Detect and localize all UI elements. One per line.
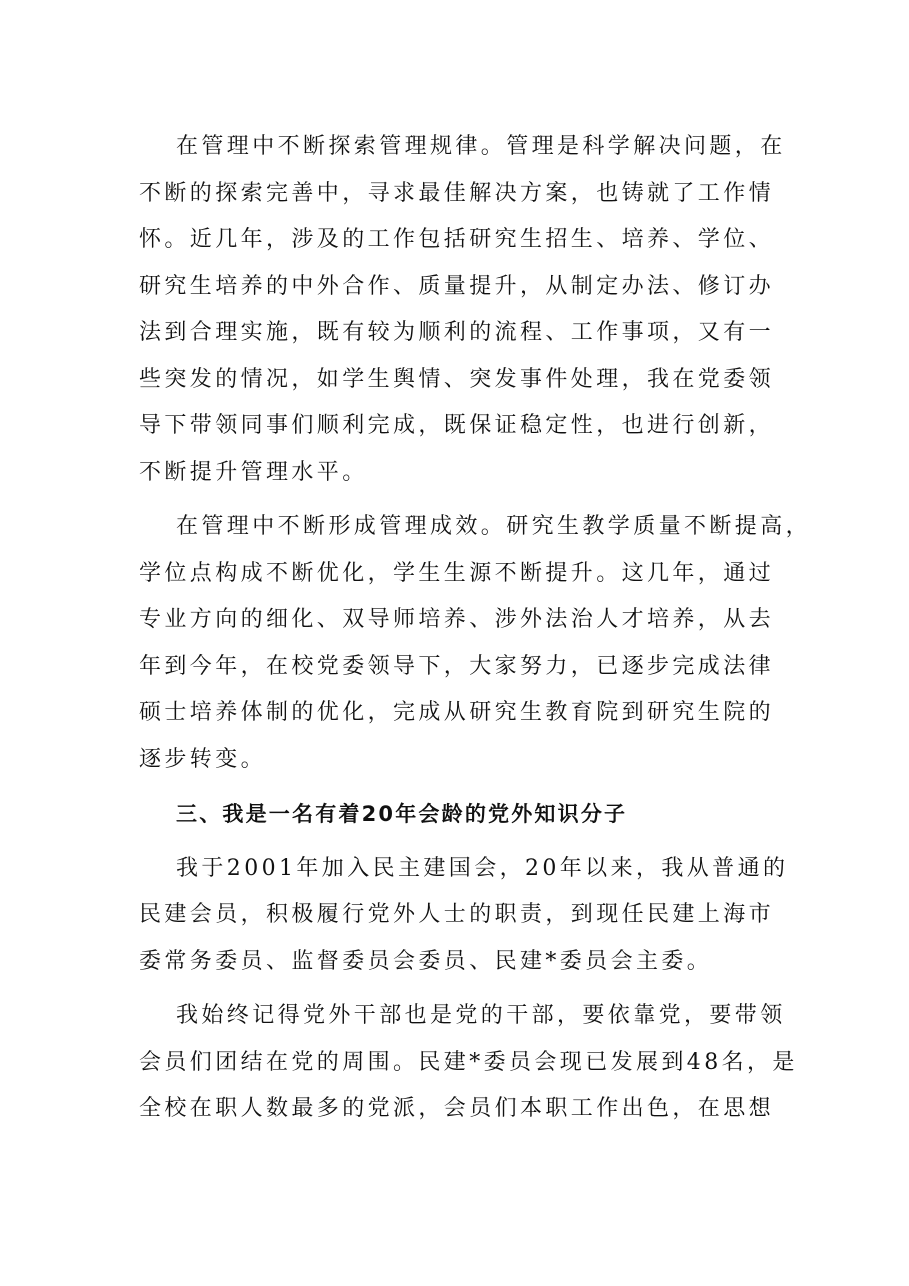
text-line: 在管理中不断探索管理规律。管理是科学解决问题，在	[176, 134, 786, 159]
paragraph-1	[139, 124, 786, 496]
text-line: 硕士培养体制的优化，完成从研究生教育院到研究生院的	[139, 700, 775, 725]
text-line: 专业方向的细化、双导师培养、涉外法治人才培养，从去	[139, 607, 775, 632]
paragraph-3	[139, 846, 789, 986]
paragraph-spacing	[139, 783, 779, 791]
heading-text: 三、我是一名有着20年会龄的党外知识分子	[176, 802, 628, 826]
text-line: 怀。近几年，涉及的工作包括研究生招生、培养、学位、	[139, 227, 775, 252]
text-line: 全校在职人数最多的党派，会员们本职工作出色，在思想	[139, 1096, 775, 1121]
text-line: 委常务委员、监督委员会委员、民建*委员会主委。	[139, 948, 713, 974]
text-line: 学位点构成不断优化，学生生源不断提升。这几年，通过	[139, 560, 775, 586]
text-line: 不断提升管理水平。	[139, 459, 368, 485]
paragraph-spacing	[139, 496, 779, 504]
text-line: 年到今年，在校党委领导下，大家努力，已逐步完成法律	[139, 653, 775, 679]
paragraph-4	[139, 993, 798, 1133]
text-line: 在管理中不断形成管理成效。研究生教学质量不断提高，	[176, 514, 812, 539]
text-line: 导下带领同事们顺利完成，既保证稳定性，也进行创新，	[139, 413, 775, 438]
text-line: 我于2001年加入民主建国会，20年以来，我从普通的	[176, 855, 789, 881]
text-line: 法到合理实施，既有较为顺利的流程、工作事项，又有一	[139, 320, 775, 345]
paragraph-spacing	[139, 838, 779, 846]
text-line: 研究生培养的中外合作、质量提升，从制定办法、修订办	[139, 273, 775, 299]
text-line: 我始终记得党外干部也是党的干部，要依靠党，要带领	[176, 1003, 786, 1028]
text-line: 会员们团结在党的周围。民建*委员会现已发展到48名，是	[139, 1049, 798, 1075]
text-line: 民建会员，积极履行党外人士的职责，到现任民建上海市	[139, 902, 775, 927]
paragraph-spacing	[139, 985, 779, 993]
section-heading	[139, 791, 779, 838]
text-line: 不断的探索完善中，寻求最佳解决方案，也铸就了工作情	[139, 180, 775, 206]
document-body	[139, 124, 812, 1133]
text-line: 些突发的情况，如学生舆情、突发事件处理，我在党委领	[139, 366, 775, 392]
text-line: 逐步转变。	[139, 746, 267, 772]
paragraph-2	[139, 504, 812, 783]
